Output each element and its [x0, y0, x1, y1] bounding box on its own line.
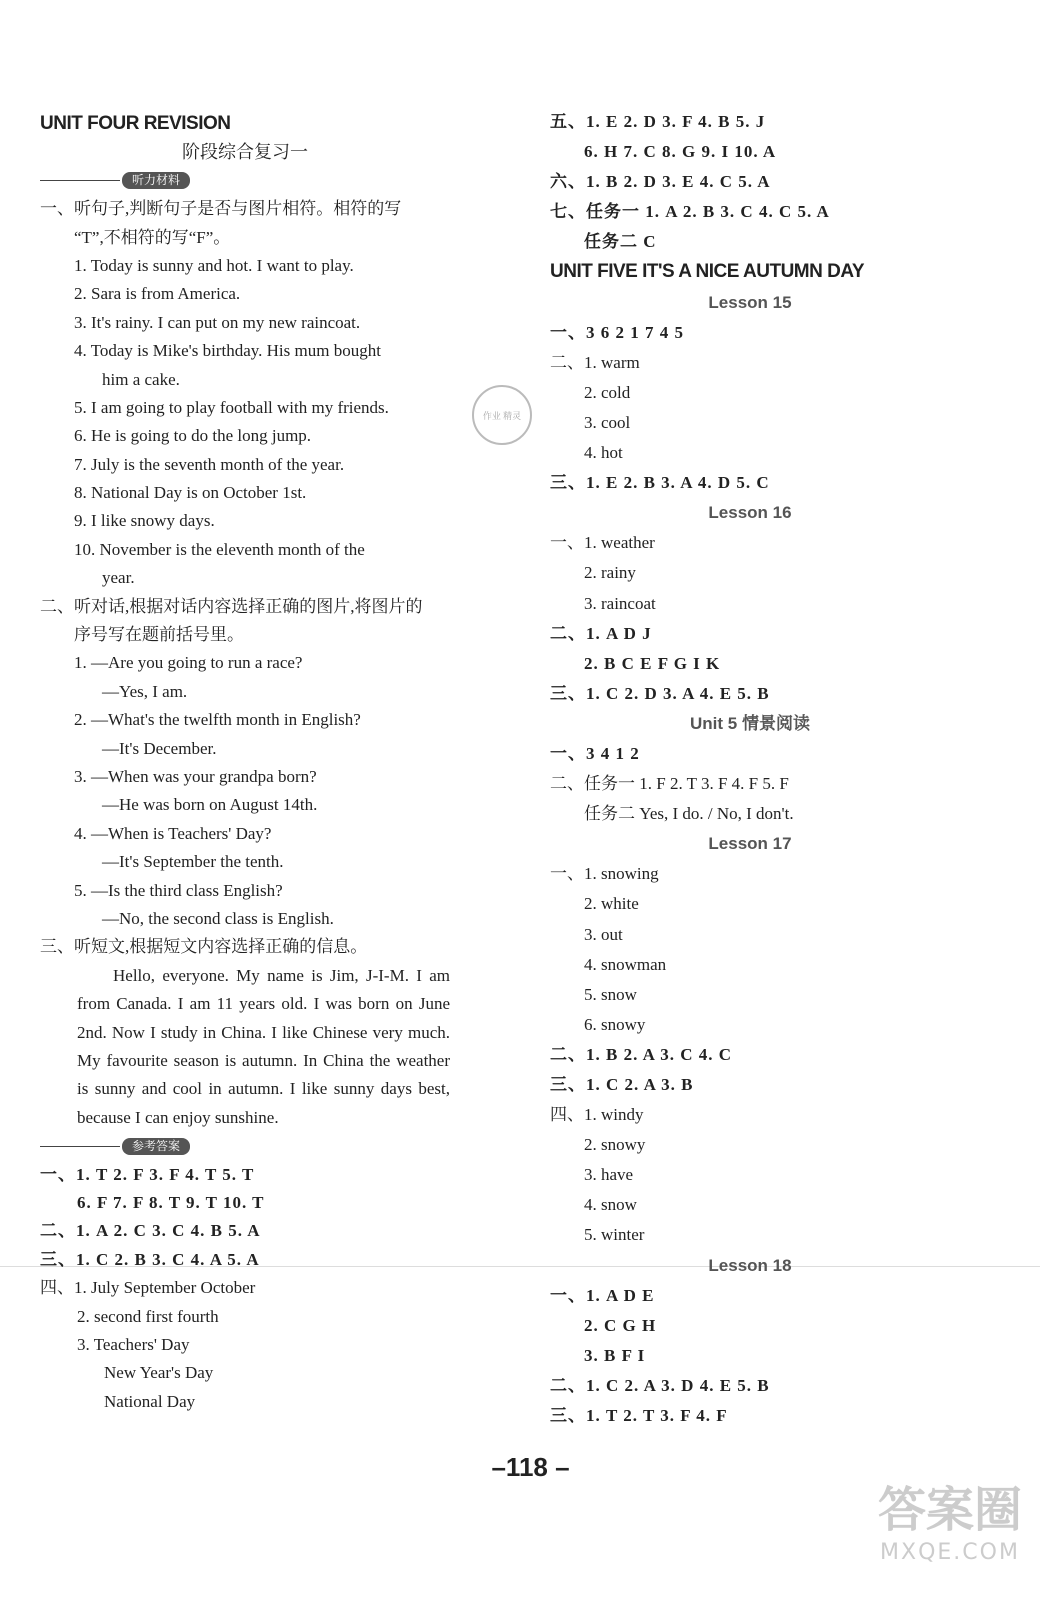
section-3-intro: 三、听短文,根据短文内容选择正确的信息。 [40, 937, 368, 957]
list-item: 3. —When was your grandpa born? [74, 766, 317, 786]
answer-line: 一、1. T 2. F 3. F 4. T 5. T [40, 1164, 255, 1184]
answer-line: 三、1. C 2. D 3. A 4. E 5. B [550, 683, 770, 703]
revision-subtitle: 阶段综合复习一 [182, 142, 308, 163]
answer-line: 七、任务一 1. A 2. B 3. C 4. C 5. A [550, 202, 830, 222]
watermark-text: 答案圈 [877, 1482, 1022, 1538]
answer-line: 一、3 6 2 1 7 4 5 [550, 322, 684, 342]
answer-line: 二、1. B 2. A 3. C 4. C [550, 1044, 733, 1064]
homework-stamp [472, 385, 532, 445]
listening-passage: Hello, everyone. My name is Jim, J-I-M. I am from Canada. I am 11 years old. I was born on June 2nd. Now I study in China. I like Chinese very much. My favourite season is autumn. In China the weather is sunny and cool in autumn. I like sunny days best, because I can enjoy sunshine. [77, 965, 450, 1127]
answer-line: 3. Teachers' Day [77, 1334, 190, 1354]
answer-line: 一、1. snowing [550, 864, 659, 884]
list-item: 5. I am going to play football with my friends. [74, 397, 389, 417]
left-column [40, 110, 450, 1416]
list-item: 1. —Are you going to run a race? [74, 653, 303, 673]
answer-line: 任务二 C [584, 232, 657, 252]
list-item: 10. November is the eleventh month of the [74, 539, 365, 559]
listening-tag-row [40, 167, 450, 195]
listening-tag: 听力材料 [122, 172, 190, 189]
answer-line: 5. winter [584, 1225, 645, 1245]
answer-line: 三、1. E 2. B 3. A 4. D 5. C [550, 473, 770, 493]
list-item: him a cake. [102, 369, 180, 389]
answer-line: 二、1. warm [550, 352, 640, 372]
answer-line: 6. H 7. C 8. G 9. I 10. A [584, 142, 777, 162]
answer-line: 四、1. windy [550, 1105, 644, 1125]
list-item: —Yes, I am. [102, 681, 188, 701]
unit-five-title: UNIT FIVE IT'S A NICE AUTUMN DAY [550, 261, 864, 283]
answer-line: 6. snowy [584, 1014, 646, 1034]
answer-line: 二、1. C 2. A 3. D 4. E 5. B [550, 1375, 770, 1395]
list-item: 4. Today is Mike's birthday. His mum bought [74, 341, 381, 361]
answer-line: New Year's Day [104, 1363, 214, 1383]
lesson-16-heading: Lesson 16 [708, 503, 792, 523]
answer-line: 4. snow [584, 1195, 637, 1215]
answer-line: 2. B C E F G I K [584, 653, 721, 673]
lesson-17-heading: Lesson 17 [708, 834, 792, 854]
answer-line: 3. have [584, 1165, 634, 1185]
answer-line: 三、1. C 2. B 3. C 4. A 5. A [40, 1249, 260, 1269]
answer-line: 六、1. B 2. D 3. E 4. C 5. A [550, 172, 771, 192]
stamp-text: 作业 精灵 [482, 410, 522, 421]
answer-line: 三、1. T 2. T 3. F 4. F [550, 1406, 728, 1426]
tag-rule [40, 1146, 120, 1147]
right-column [550, 107, 950, 1431]
watermark-logo [860, 1480, 1040, 1580]
list-item: 6. He is going to do the long jump. [74, 426, 312, 446]
list-item: 4. —When is Teachers' Day? [74, 823, 272, 843]
answer-line: 三、1. C 2. A 3. B [550, 1075, 694, 1094]
answer-line: 4. snowman [584, 954, 667, 974]
answer-line: National Day [104, 1391, 196, 1411]
tag-rule [40, 180, 120, 181]
answer-line: 五、1. E 2. D 3. F 4. B 5. J [550, 112, 766, 131]
list-item: 5. —Is the third class English? [74, 880, 283, 900]
list-item: 2. —What's the twelfth month in English? [74, 710, 361, 730]
section-2-intro-cont: 序号写在题前括号里。 [74, 625, 244, 645]
list-item: —It's September the tenth. [102, 852, 284, 872]
reading-heading: Unit 5 情景阅读 [690, 713, 810, 733]
lesson-18-heading: Lesson 18 [708, 1255, 792, 1275]
answer-line: 四、1. July September October [40, 1278, 256, 1298]
list-item: 9. I like snowy days. [74, 511, 215, 531]
answer-line: 3. raincoat [584, 593, 656, 613]
answer-line: 4. hot [584, 443, 623, 463]
answer-line: 二、任务一 1. F 2. T 3. F 4. F 5. F [550, 774, 789, 794]
section-2-intro: 二、听对话,根据对话内容选择正确的图片,将图片的 [40, 596, 423, 616]
list-item: 3. It's rainy. I can put on my new raincoat. [74, 312, 361, 332]
list-item: —No, the second class is English. [102, 908, 334, 928]
answer-line: 2. rainy [584, 563, 636, 583]
list-item: —He was born on August 14th. [102, 795, 318, 815]
list-item: 1. Today is sunny and hot. I want to play. [74, 255, 354, 275]
answer-line: 2. cold [584, 382, 631, 402]
page-number: –118 – [491, 1452, 570, 1482]
answer-line: 任务二 Yes, I do. / No, I don't. [584, 804, 794, 824]
answer-line: 2. second first fourth [77, 1306, 219, 1326]
answer-line: 6. F 7. F 8. T 9. T 10. T [77, 1192, 265, 1212]
watermark-url: MXQE.COM [880, 1540, 1020, 1565]
list-item: 2. Sara is from America. [74, 284, 241, 304]
answer-line: 2. C G H [584, 1315, 657, 1335]
answer-line: 2. white [584, 894, 639, 914]
section-1-intro-cont: “T”,不相符的写“F”。 [74, 227, 231, 247]
answer-line: 二、1. A D J [550, 623, 652, 643]
answer-line: 一、1. weather [550, 533, 655, 553]
answer-line: 2. snowy [584, 1135, 646, 1155]
answer-line: 3. out [584, 924, 623, 944]
answer-line: 3. cool [584, 412, 631, 432]
answer-line: 一、3 4 1 2 [550, 743, 640, 763]
list-item: —It's December. [102, 738, 217, 758]
answer-line: 3. B F I [584, 1345, 646, 1365]
answer-line: 5. snow [584, 984, 637, 1004]
unit-four-title: UNIT FOUR REVISION [40, 113, 231, 134]
answers-tag-row [40, 1132, 450, 1160]
list-item: year. [102, 568, 135, 588]
lesson-15-heading: Lesson 15 [708, 292, 792, 312]
answer-line: 一、1. A D E [550, 1285, 655, 1305]
section-1-intro: 一、听句子,判断句子是否与图片相符。相符的写 [40, 199, 402, 219]
list-item: 7. July is the seventh month of the year. [74, 454, 345, 474]
answers-tag: 参考答案 [122, 1138, 190, 1155]
answer-line: 二、1. A 2. C 3. C 4. B 5. A [40, 1221, 261, 1241]
list-item: 8. National Day is on October 1st. [74, 483, 307, 503]
